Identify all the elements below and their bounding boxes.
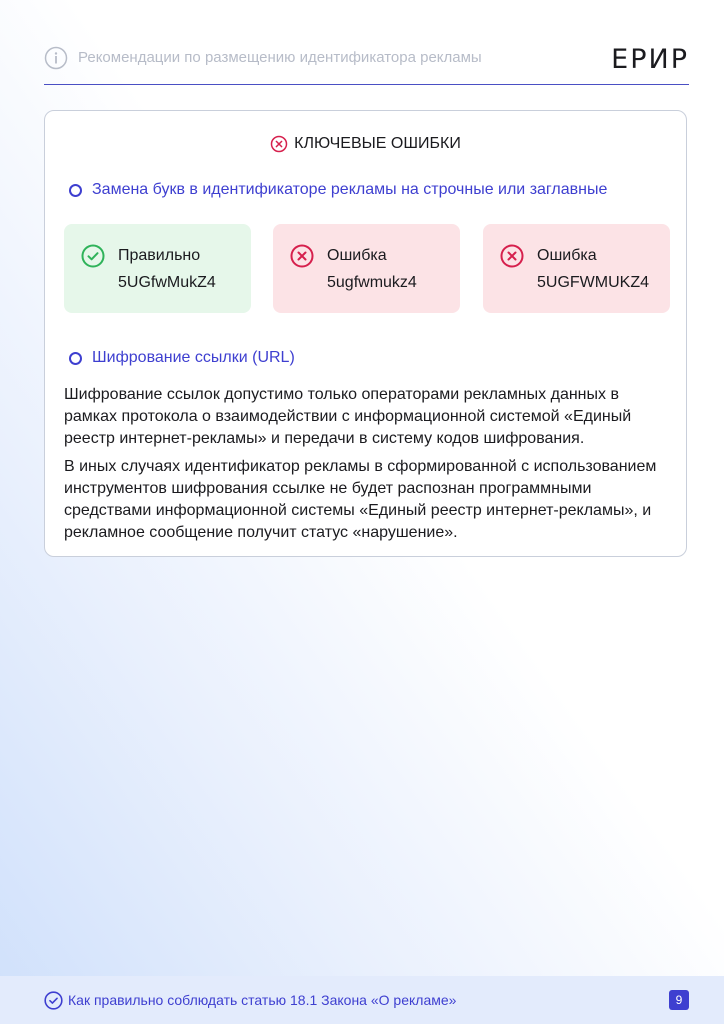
example-value: 5ugfwmukz4 (327, 274, 417, 291)
card-title (45, 135, 686, 153)
x-circle-icon (270, 135, 288, 153)
example-error-lowercase (273, 224, 460, 313)
bullet-icon (69, 184, 82, 197)
page-footer (0, 976, 724, 1024)
paragraph-encryption-allowed: Шифрование ссылок допустимо только операторами рекламных данных в рамках протокола о взаимодействии с информационной системой «Единый реестр интернет-рекламы» и передачи в систему кодов шифрования. (64, 386, 632, 447)
x-circle-icon (290, 244, 314, 268)
x-circle-icon (500, 244, 524, 268)
footer-text: Как правильно соблюдать статью 18.1 Закона «О рекламе» (68, 992, 457, 1008)
example-label: Правильно (118, 247, 201, 264)
key-errors-card (44, 110, 687, 557)
example-value: 5UGFWMUKZ4 (537, 274, 649, 291)
page-header (44, 44, 689, 85)
info-icon (44, 46, 68, 70)
header-title: Рекомендации по размещению идентификатора рекламы (78, 49, 482, 66)
example-correct (64, 224, 251, 313)
section-case-change (69, 181, 607, 199)
logo: ЕРИР (611, 44, 689, 75)
example-value: 5UGfwMukZ4 (118, 274, 216, 291)
example-label: Ошибка (327, 247, 387, 264)
example-error-uppercase (483, 224, 670, 313)
page-number: 9 (669, 990, 689, 1010)
check-circle-icon (81, 244, 105, 268)
check-circle-icon (44, 991, 63, 1010)
bullet-icon (69, 352, 82, 365)
paragraph-encryption-violation: В иных случаях идентификатор рекламы в сформированной с использованием инструментов шифрования ссылке не будет распознан программными средствами информационной системы «Единый реестр интернет-рекламы», и рекламное сообщение получит статус «нарушение». (64, 458, 657, 541)
examples (64, 224, 670, 313)
section-heading: Шифрование ссылки (URL) (92, 349, 295, 366)
section-heading: Замена букв в идентификаторе рекламы на строчные или заглавные (92, 181, 608, 198)
example-label: Ошибка (537, 247, 597, 264)
card-title-text: КЛЮЧЕВЫЕ ОШИБКИ (294, 135, 461, 152)
section-url-encryption (69, 349, 295, 367)
